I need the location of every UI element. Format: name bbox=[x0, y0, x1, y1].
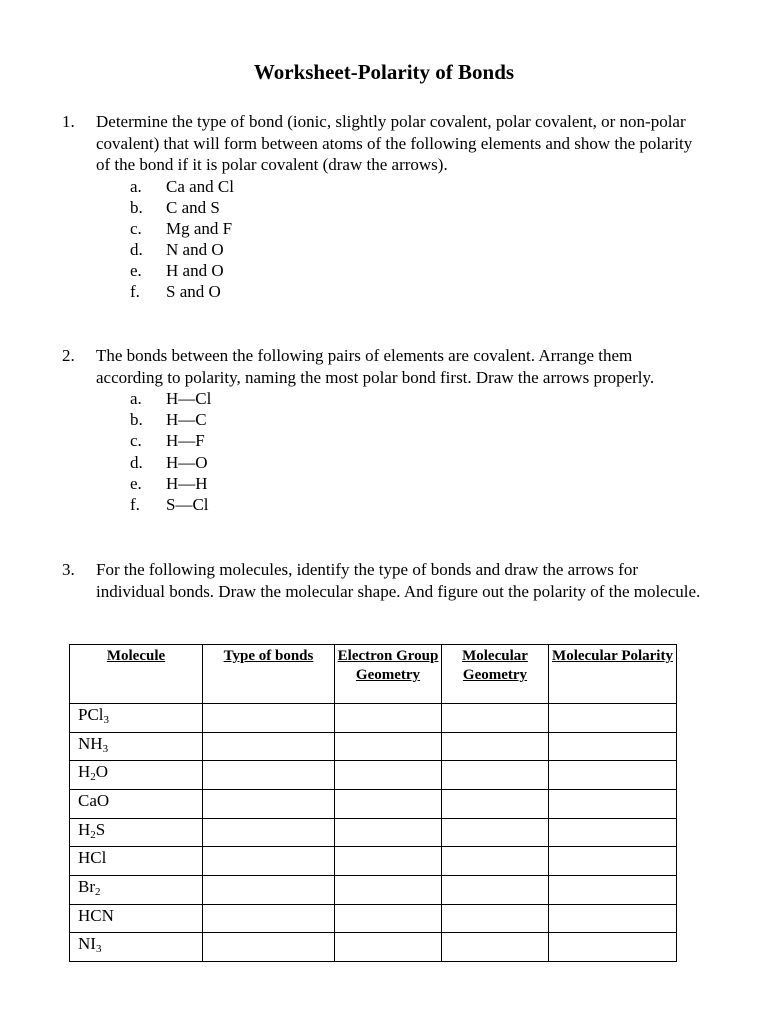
question-1 bbox=[62, 111, 702, 303]
list-item: f. S—Cl bbox=[130, 494, 209, 514]
answer-cell[interactable] bbox=[335, 933, 442, 962]
column-header: Molecular Polarity bbox=[549, 645, 677, 704]
answer-cell[interactable] bbox=[335, 761, 442, 790]
molecule-formula: $NH_3$ bbox=[70, 732, 203, 761]
answer-cell[interactable] bbox=[203, 818, 335, 847]
answer-cell[interactable] bbox=[442, 818, 549, 847]
table-row bbox=[70, 904, 677, 933]
list-item: a. H—Cl bbox=[130, 389, 212, 408]
molecule-formula: $Br_2$ bbox=[70, 875, 203, 904]
list-item: f. S and O bbox=[130, 282, 221, 302]
page-title: Worksheet-Polarity of Bonds bbox=[253, 60, 515, 84]
answer-cell[interactable] bbox=[442, 761, 549, 790]
answer-cell[interactable] bbox=[442, 904, 549, 933]
answer-cell[interactable] bbox=[203, 789, 335, 818]
answer-cell[interactable] bbox=[335, 818, 442, 847]
column-header: Type of bonds bbox=[203, 645, 335, 704]
molecule-formula: PCl$_3$ bbox=[70, 704, 203, 733]
question-2 bbox=[62, 345, 702, 515]
list-item: c. Mg and F bbox=[130, 218, 233, 238]
answer-cell[interactable] bbox=[442, 789, 549, 818]
column-header: Electron Group Geometry bbox=[335, 645, 442, 704]
answer-cell[interactable] bbox=[203, 904, 335, 933]
answer-cell[interactable] bbox=[442, 704, 549, 733]
table-row bbox=[70, 818, 677, 847]
answer-cell[interactable] bbox=[203, 847, 335, 876]
question-number: 1. bbox=[62, 112, 75, 131]
question-text: The bonds between the following pairs of elements are covalent. Arrange them according to polarity, naming the most polar bond first. Draw the arrows properly. bbox=[96, 346, 655, 387]
molecule-formula: HCl bbox=[70, 847, 203, 876]
question-number: 3. bbox=[62, 560, 75, 579]
answer-cell[interactable] bbox=[203, 704, 335, 733]
answer-cell[interactable] bbox=[549, 789, 677, 818]
column-header: Molecular Geometry bbox=[442, 645, 549, 704]
answer-cell[interactable] bbox=[549, 704, 677, 733]
table-row bbox=[70, 761, 677, 790]
answer-cell[interactable] bbox=[442, 875, 549, 904]
answer-cell[interactable] bbox=[549, 761, 677, 790]
answer-cell[interactable] bbox=[549, 732, 677, 761]
list-item: a. Ca and Cl bbox=[130, 176, 234, 196]
answer-cell[interactable] bbox=[335, 704, 442, 733]
answer-cell[interactable] bbox=[549, 933, 677, 962]
table-body bbox=[70, 704, 677, 962]
molecule-formula: $NI_3$ bbox=[70, 933, 203, 962]
answer-cell[interactable] bbox=[335, 789, 442, 818]
answer-cell[interactable] bbox=[335, 904, 442, 933]
list-item: d. H—O bbox=[130, 452, 208, 472]
question-text: Determine the type of bond (ionic, slightly polar covalent, polar covalent, or non-polar covalent) that will form between atoms of the following elements and show the polarity of the bond if it is polar covalent (draw the arrows). bbox=[96, 112, 693, 174]
question-3 bbox=[62, 559, 702, 602]
answer-cell[interactable] bbox=[335, 732, 442, 761]
answer-cell[interactable] bbox=[203, 761, 335, 790]
answer-cell[interactable] bbox=[203, 875, 335, 904]
answer-cell[interactable] bbox=[203, 933, 335, 962]
answer-cell[interactable] bbox=[442, 933, 549, 962]
answer-cell[interactable] bbox=[203, 732, 335, 761]
list-item: d. N and O bbox=[130, 240, 224, 260]
answer-cell[interactable] bbox=[335, 875, 442, 904]
table-row bbox=[70, 875, 677, 904]
answer-cell[interactable] bbox=[549, 847, 677, 876]
list-item: e. H—H bbox=[130, 473, 208, 493]
table-row bbox=[70, 732, 677, 761]
answer-cell[interactable] bbox=[335, 847, 442, 876]
question-number: 2. bbox=[62, 346, 75, 365]
table-row bbox=[70, 789, 677, 818]
list-item: b. C and S bbox=[130, 197, 220, 217]
table-row bbox=[70, 704, 677, 733]
answer-cell[interactable] bbox=[442, 732, 549, 761]
column-header: Molecule bbox=[70, 645, 203, 704]
molecule-formula: $H_2O$ bbox=[70, 761, 203, 790]
answer-cell[interactable] bbox=[549, 875, 677, 904]
answer-cell[interactable] bbox=[442, 847, 549, 876]
list-item: e. H and O bbox=[130, 261, 224, 281]
molecule-table bbox=[69, 644, 677, 962]
answer-cell[interactable] bbox=[549, 904, 677, 933]
table-header-row bbox=[70, 645, 677, 704]
molecule-formula: CaO bbox=[70, 789, 203, 818]
table-row bbox=[70, 847, 677, 876]
molecule-formula: HCN bbox=[70, 904, 203, 933]
list-item: c. H—F bbox=[130, 431, 205, 451]
question-text: For the following molecules, identify the type of bonds and draw the arrows for individual bonds. Draw the molecular shape. And figure out the polarity of the molecule. bbox=[96, 560, 701, 601]
molecule-formula: $H_2S$ bbox=[70, 818, 203, 847]
table-row bbox=[70, 933, 677, 962]
answer-cell[interactable] bbox=[549, 818, 677, 847]
list-item: b. H—C bbox=[130, 410, 207, 430]
